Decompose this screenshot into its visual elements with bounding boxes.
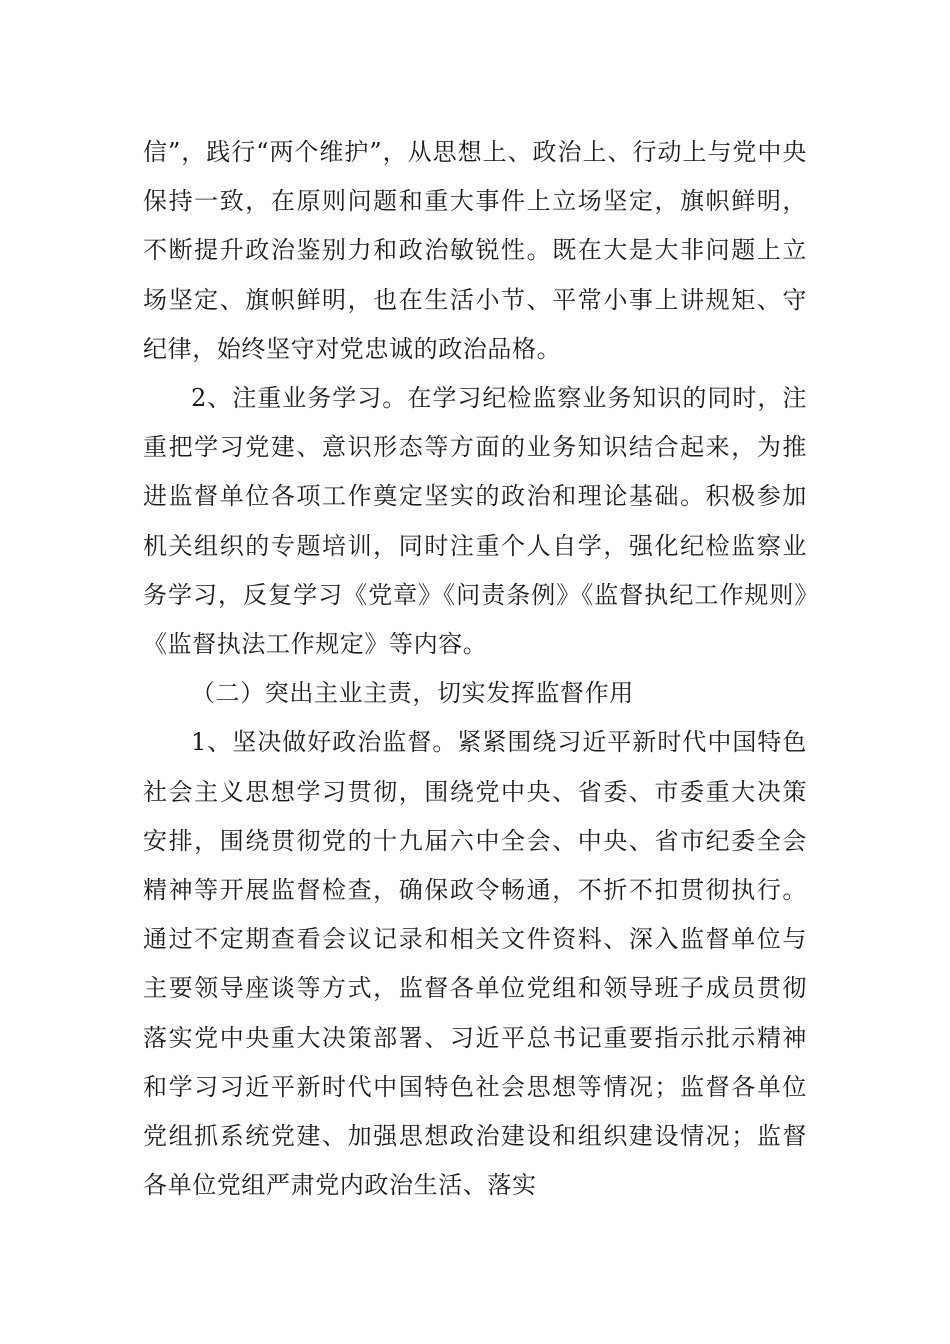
paragraph-business-study: 2、注重业务学习。在学习纪检监察业务知识的同时，注重把学习党建、意识形态等方面的业务知识结合起来，为推进监督单位各项工作奠定坚实的政治和理论基础。积极参加机关组织的专题培训，同时注重个人自学，强化纪检监察业务学习，反复学习《党章》《问责条例》《监督执纪工作规则》《监督执法工作规定》等内容。	[143, 384, 807, 659]
paragraph-political-supervision: 1、坚决做好政治监督。紧紧围绕习近平新时代中国特色社会主义思想学习贯彻，围绕党中央、省委、市委重大决策安排，围绕贯彻党的十九届六中全会、中央、省市纪委全会精神等开展监督检查，确保政令畅通，不折不扣贯彻执行。通过不定期查看会议记录和相关文件资料、深入监督单位与主要领导座谈等方式，监督各单位党组和领导班子成员贯彻落实党中央重大决策部署、习近平总书记重要指示批示精神和学习习近平新时代中国特色社会思想等情况；监督各单位党组抓系统党建、加强思想政治建设和组织建设情况；监督各单位党组严肃党内政治生活、落实	[143, 728, 807, 1200]
paragraph-political-stance: 信”，践行“两个维护”，从思想上、政治上、行动上与党中央保持一致，在原则问题和重大事件上立场坚定，旗帜鲜明，不断提升政治鉴别力和政治敏锐性。既在大是大非问题上立场坚定、旗帜鲜明，也在生活小节、平常小事上讲规矩、守纪律，始终坚守对党忠诚的政治品格。	[143, 138, 807, 363]
section-heading-supervision: （二）突出主业主责，切实发挥监督作用	[191, 679, 634, 708]
document-body	[143, 128, 807, 1210]
